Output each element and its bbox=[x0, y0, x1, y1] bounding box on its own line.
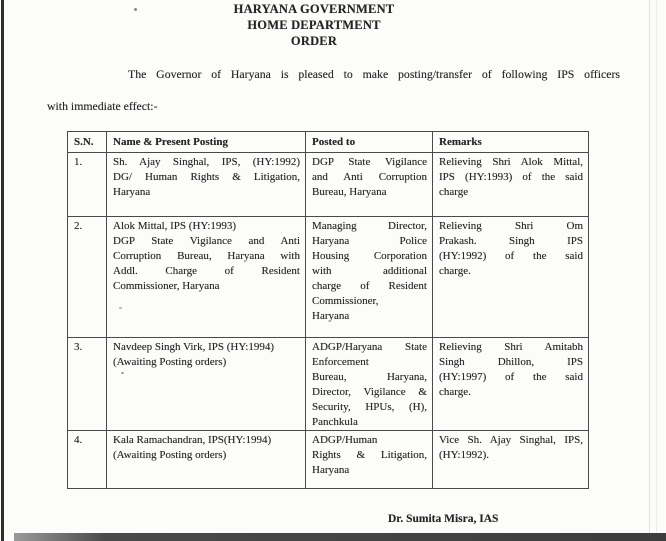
text-line: Relieving Shri Om bbox=[439, 220, 583, 232]
text-line: IPS (HY:1993) of the said bbox=[439, 171, 583, 183]
table-row bbox=[68, 217, 589, 338]
table-row bbox=[68, 338, 589, 431]
text-line: Bureau, Haryana, bbox=[312, 371, 427, 383]
text-line: Prakash. Singh IPS bbox=[439, 235, 583, 247]
text-line: Panchkula bbox=[312, 416, 358, 428]
cell-remarks bbox=[433, 431, 589, 489]
text-line: charge. bbox=[439, 265, 471, 277]
text-line: (HY:1997) of the said bbox=[439, 371, 583, 383]
text-line: Director, Vigilance & bbox=[312, 386, 427, 398]
cell-name-present-posting bbox=[107, 431, 306, 489]
cell-posted-to bbox=[306, 217, 433, 338]
text-line: with additional bbox=[312, 265, 427, 277]
text-line: charge bbox=[439, 186, 469, 198]
text-line: ADGP/Haryana State bbox=[312, 341, 427, 353]
text-line: charge. bbox=[439, 386, 471, 398]
cell-posted-to bbox=[306, 153, 433, 217]
scan-shadow-bottom bbox=[14, 533, 666, 541]
heading-order: ORDER bbox=[290, 34, 338, 48]
text-line: Managing Director, bbox=[312, 220, 427, 232]
scan-fold-line-right-2 bbox=[656, 0, 657, 541]
text-line: Enforcement bbox=[312, 356, 369, 368]
table-row bbox=[68, 153, 589, 217]
cell-posted-to bbox=[306, 431, 433, 489]
cell-remarks bbox=[433, 217, 589, 338]
table-row bbox=[68, 431, 589, 489]
cell-name-present-posting bbox=[107, 217, 306, 338]
col-header-posted: Posted to bbox=[306, 132, 433, 153]
text-line: Corruption Bureau, Haryana with bbox=[113, 250, 300, 262]
col-header-name: Name & Present Posting bbox=[107, 132, 306, 153]
text-line: Sh. Ajay Singhal, IPS, (HY:1992) bbox=[113, 156, 300, 168]
text-line: Haryana bbox=[312, 464, 350, 476]
text-line: (Awaiting Posting orders) bbox=[113, 356, 227, 368]
cell-sn: 2. bbox=[68, 217, 107, 338]
text-line: (HY:1992). bbox=[439, 449, 490, 461]
scan-edge-line-left bbox=[1, 0, 4, 541]
text-line: Commissioner, Haryana bbox=[113, 280, 220, 292]
text-line: ADGP/Human bbox=[312, 434, 378, 446]
scan-fold-line-right bbox=[649, 0, 650, 541]
cell-sn: 1. bbox=[68, 153, 107, 217]
text-line: Haryana Police bbox=[312, 235, 427, 247]
text-line: Kala Ramachandran, IPS(HY:1994) bbox=[113, 434, 272, 446]
text-line: (HY:1992) of the said bbox=[439, 250, 583, 262]
text-line: Singh Dhillon, IPS bbox=[439, 356, 583, 368]
text-line: Housing Corporation bbox=[312, 250, 427, 262]
text-line: Navdeep Singh Virk, IPS (HY:1994) bbox=[113, 341, 274, 353]
text-line: Vice Sh. Ajay Singhal, IPS, bbox=[439, 434, 583, 446]
cell-name-present-posting bbox=[107, 338, 306, 431]
text-line: and Anti Corruption bbox=[312, 171, 427, 183]
text-line: Alok Mittal, IPS (HY:1993) bbox=[113, 220, 237, 232]
cell-remarks bbox=[433, 338, 589, 431]
intro-paragraph bbox=[47, 58, 620, 122]
col-header-sn: S.N. bbox=[68, 132, 107, 153]
text-line: Commissioner, bbox=[312, 295, 379, 307]
cell-remarks bbox=[433, 153, 589, 217]
text-line: (Awaiting Posting orders) bbox=[113, 449, 227, 461]
document-heading bbox=[0, 1, 628, 49]
text-line: Relieving Shri Amitabh bbox=[439, 341, 583, 353]
text-line: Security, HPUs, (H), bbox=[312, 401, 427, 413]
text-line: Haryana bbox=[113, 186, 151, 198]
heading-government: HARYANA GOVERNMENT bbox=[233, 2, 395, 16]
cell-posted-to bbox=[306, 338, 433, 431]
text-line: Relieving Shri Alok Mittal, bbox=[439, 156, 583, 168]
text-line: DGP State Vigilance bbox=[312, 156, 427, 168]
heading-department: HOME DEPARTMENT bbox=[247, 18, 381, 32]
text-line: Addl. Charge of Resident bbox=[113, 265, 300, 277]
text-line: Rights & Litigation, bbox=[312, 449, 427, 461]
signatory-name: Dr. Sumita Misra, IAS bbox=[388, 513, 499, 525]
text-line: DG/ Human Rights & Litigation, bbox=[113, 171, 300, 183]
posting-transfer-table bbox=[67, 131, 589, 489]
cell-name-present-posting bbox=[107, 153, 306, 217]
cell-sn: 3. bbox=[68, 338, 107, 431]
table-header-row bbox=[68, 132, 589, 153]
col-header-remarks: Remarks bbox=[433, 132, 589, 153]
text-line: Bureau, Haryana bbox=[312, 186, 387, 198]
text-line: Haryana bbox=[312, 310, 350, 322]
text-line: with immediate effect:- bbox=[47, 99, 158, 113]
cell-sn: 4. bbox=[68, 431, 107, 489]
text-line: The Governor of Haryana is pleased to make posting/transfer of following IPS officers bbox=[128, 67, 620, 81]
text-line: DGP State Vigilance and Anti bbox=[113, 235, 300, 247]
text-line: charge of Resident bbox=[312, 280, 427, 292]
